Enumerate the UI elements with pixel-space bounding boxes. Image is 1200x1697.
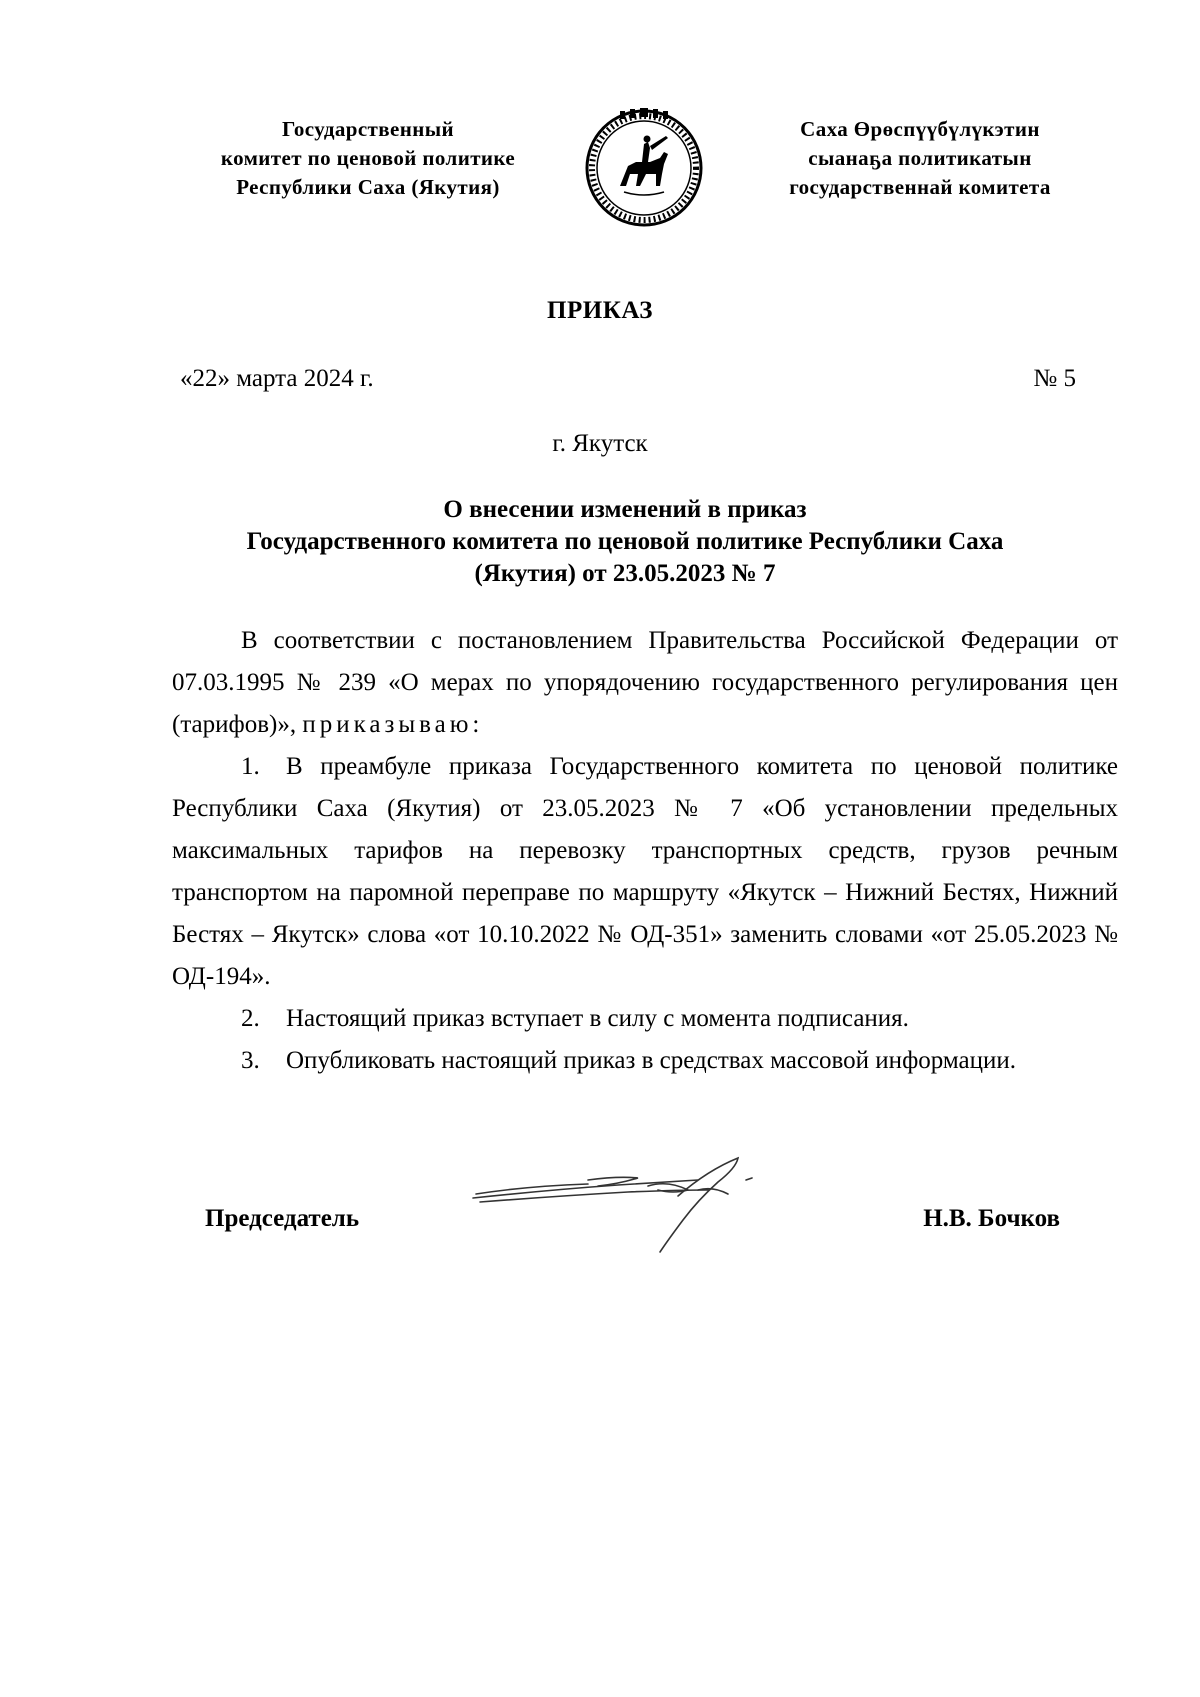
subject-line: О внесении изменений в приказ <box>443 496 807 523</box>
signatory-role: Председатель <box>205 1205 360 1232</box>
issuer-line: государственнай комитета <box>789 175 1051 199</box>
item-text: В преамбуле приказа Государственного комитета по ценовой политике Республики Саха (Якутия) от 23.05.2023 № 7 «Об установлении предельных максимальных тарифов на перевозку транспортных средств, грузов речным транспортом на паромной переправе по маршруту «Якутск – Нижний Бестях, Нижний Бестях – Якутск» слова «от 10.10.2022 № ОД-351» заменить словами «от 25.05.2023 № ОД-194». <box>172 753 1118 990</box>
issuer-name-yakut <box>735 115 1105 202</box>
document-city: г. Якутск <box>552 430 648 457</box>
sakha-republic-emblem-icon <box>584 108 704 228</box>
preamble-text: В соответствии с постановлением Правительства Российской Федерации от 07.03.1995 № 239 «О мерах по упорядочению государственного регулирования цен (тарифов)», <box>172 627 1118 738</box>
document-body <box>172 620 1118 1082</box>
item-number: 3. <box>241 1047 260 1074</box>
handwritten-signature <box>468 1150 788 1260</box>
issuer-line: комитет по ценовой политике <box>220 146 516 170</box>
list-item <box>172 746 1118 998</box>
list-item <box>172 998 1118 1040</box>
item-text: Опубликовать настоящий приказ в средствах массовой информации. <box>286 1047 1017 1074</box>
item-number: 1. <box>241 753 260 780</box>
issuer-name-russian <box>178 115 558 202</box>
issuer-line: Саха Өрөспүүбүлүкэтин <box>800 117 1040 141</box>
subject-line: (Якутия) от 23.05.2023 № 7 <box>474 560 776 587</box>
item-number: 2. <box>241 1005 260 1032</box>
document-number: № 5 <box>1033 365 1076 392</box>
issuer-line: Государственный <box>281 117 455 141</box>
issuer-line: Республики Саха (Якутия) <box>236 175 500 199</box>
list-item <box>172 1040 1118 1082</box>
document-date: «22» марта 2024 г. <box>180 365 374 392</box>
item-text: Настоящий приказ вступает в силу с момента подписания. <box>286 1005 909 1032</box>
issuer-line: сыанаҕа политикатын <box>808 146 1032 170</box>
subject-line: Государственного комитета по ценовой политике Республики Саха <box>246 528 1004 555</box>
document-title: ПРИКАЗ <box>547 297 653 324</box>
order-word: приказываю: <box>302 711 484 738</box>
signatory-name: Н.В. Бочков <box>923 1205 1060 1232</box>
preamble-paragraph <box>172 620 1118 746</box>
document-subject <box>170 494 1080 590</box>
